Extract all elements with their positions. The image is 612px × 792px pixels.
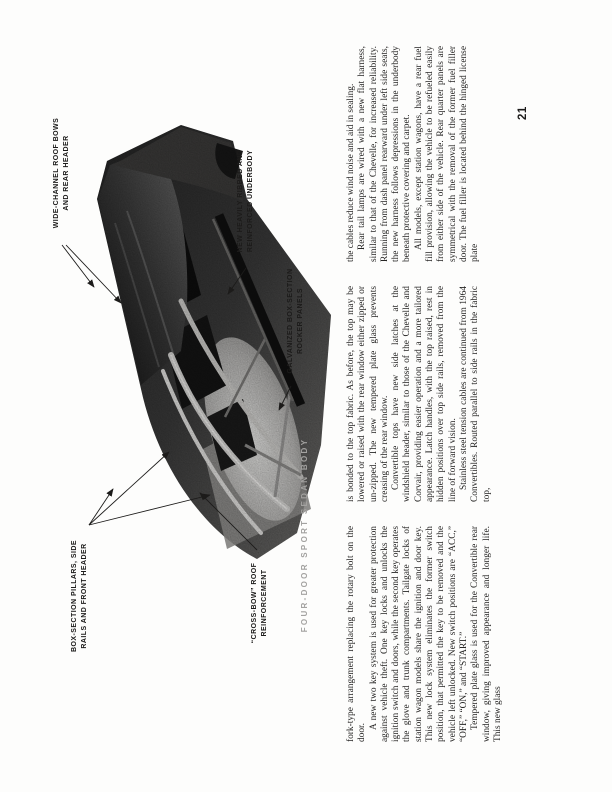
body-text-columns: [346, 46, 504, 742]
callout-underbody: [236, 138, 255, 264]
paragraph: Stainless steel tension cables are continued from 1964 Convertibles. Routed parallel to side rails in the fabric top,: [458, 286, 492, 502]
paragraph: Convertible tops have new side latches at the windshield header, similar to those of the Chevelle and Corvair, providing easier operation and a more tailored appearance. Latch handles, with the top raised, rest in hidden positions over top side rails, removed from the line of forward vision.: [391, 286, 458, 502]
paragraph: Tempered plate glass is used for the Convertible rear window, giving improved appearance and longer life. This new glass: [470, 526, 503, 742]
text-column-2: [346, 286, 504, 502]
callout-underbody-line2: REINFORCED UNDERBODY: [246, 149, 254, 253]
callout-roof-bows-line1: WIDE-CHANNEL ROOF BOWS: [53, 117, 60, 229]
callout-cross-bow: [250, 548, 269, 658]
illustration-caption: FOUR-DOOR SPORT SEDAN BODY: [300, 437, 309, 633]
callout-pillars: [70, 526, 89, 666]
paragraph: Rear tail lamps are wired with a new flat harness, similar to that of the Chevelle, for increased reliability. Running from dash panel rearward under left side seats, the new harness follows depressions in the underbody beneath protective covering and carpet.: [357, 46, 413, 262]
callout-rocker-line1: GALVANIZED BOX-SECTION: [287, 268, 294, 374]
callout-roof-bows-line2: AND REAR HEADER: [62, 135, 70, 211]
callout-rocker-line2: ROCKER PANELS: [296, 288, 304, 355]
callout-pillars-line1: BOX-SECTION PILLARS, SIDE: [71, 540, 78, 652]
text-column-1: [346, 526, 504, 742]
callout-pillars-line2: RAILS AND FRONT HEADER: [80, 543, 88, 649]
text-column-3: [346, 46, 504, 262]
page-number: 21: [517, 106, 529, 120]
paragraph: the cables reduce wind noise and aid in sealing.: [346, 83, 356, 262]
paragraph: All models, except station wagons, have a rear fuel fill provision, allowing the vehicle to be refueled easily from either side of the vehicle. Rear quarter panels are symmetrical with the removal of the former fuel filler door. The fuel filler is located behind the hinged license plate: [413, 46, 481, 262]
callout-underbody-line1: NEW HEAVILY RIBBED AND: [237, 149, 244, 253]
paragraph: fork-type arrangement replacing the rotary bolt on the door.: [346, 526, 368, 742]
callout-cross-bow-line1: “CROSS-BOW” ROOF: [251, 562, 258, 644]
callout-rocker-panels: [286, 258, 305, 384]
callout-roof-bows: [52, 102, 71, 244]
paragraph: is bonded to the top fabric. As before, the top may be lowered or raised with the rear window either zipped or un-zipped. The new tempered plate glass prevents creasing of the rear window.: [346, 286, 390, 502]
paragraph: A new two key system is used for greater protection against vehicle theft. One key locks and unlocks the ignition switch and doors, while the second key operates the glove and trunk compartments. Tailgate locks of station wagon models share the ignition and door key. This new lock system eliminates the former switch position, that permitted the key to be removed and the vehicle left unlocked. New switch positions are “ACC,” “OFF,” “ON,” and “START.”: [368, 526, 469, 742]
callout-cross-bow-line2: REINFORCEMENT: [260, 569, 268, 637]
